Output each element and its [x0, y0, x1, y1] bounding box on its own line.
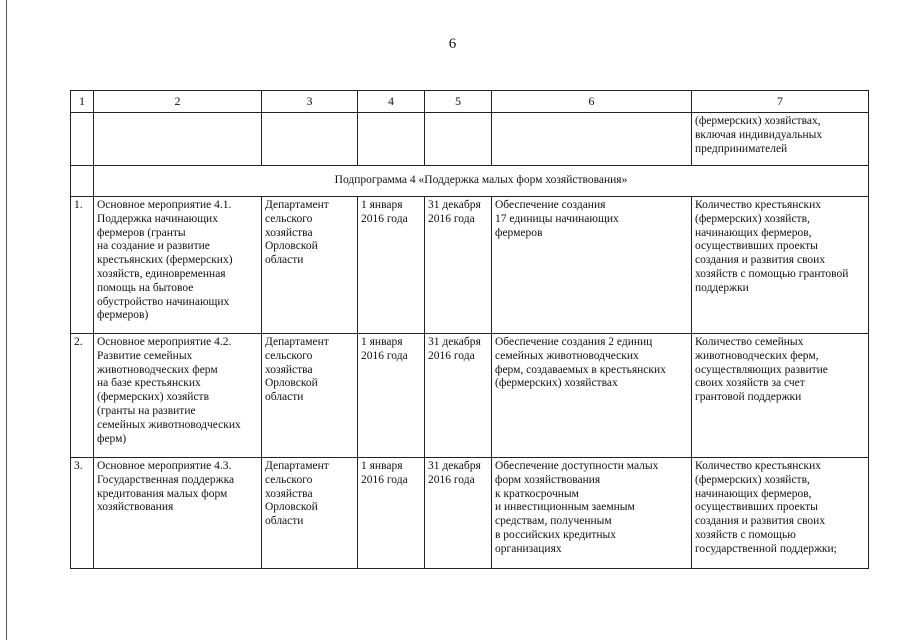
activity-cell: Основное мероприятие 4.3. Государственная поддержка кредитования малых форм хозяйствования: [94, 458, 262, 569]
indicator-cell: Количество крестьянских (фермерских) хозяйств, начинающих фермеров, осуществивших проекты создания и развития своих хозяйств с помощью государственной поддержки;: [692, 458, 869, 569]
row-number: 3.: [71, 458, 94, 569]
header-cell: 5: [425, 91, 492, 113]
activity-cell: Основное мероприятие 4.2. Развитие семейных животноводческих ферм на базе крестьянских (фермерских) хозяйств (гранты на развитие семейных животноводческих ферм): [94, 334, 262, 458]
result-cell: Обеспечение создания 2 единиц семейных животноводческих ферм, создаваемых в крестьянских (фермерских) хозяйствах: [492, 334, 692, 458]
empty-cell: [71, 113, 94, 166]
end-date-cell: 31 декабря 2016 года: [425, 197, 492, 334]
table-row: [71, 197, 869, 334]
row-number: 2.: [71, 334, 94, 458]
header-cell: 1: [71, 91, 94, 113]
empty-cell: [425, 113, 492, 166]
result-cell: Обеспечение доступности малых форм хозяйствования к краткосрочным и инвестиционным заемным средствам, полученным в российских кредитных организациях: [492, 458, 692, 569]
empty-cell: [492, 113, 692, 166]
row-number: 1.: [71, 197, 94, 334]
table-row: [71, 458, 869, 569]
subprogram-row: [71, 166, 869, 197]
end-date-cell: 31 декабря 2016 года: [425, 458, 492, 569]
end-date-cell: 31 декабря 2016 года: [425, 334, 492, 458]
executor-cell: Департамент сельского хозяйства Орловской области: [262, 458, 358, 569]
result-cell: Обеспечение создания 17 единицы начинающих фермеров: [492, 197, 692, 334]
empty-cell: [71, 166, 94, 197]
continuation-row: [71, 113, 869, 166]
executor-cell: Департамент сельского хозяйства Орловской области: [262, 334, 358, 458]
subprogram-title: Подпрограмма 4 «Поддержка малых форм хозяйствования»: [94, 166, 869, 197]
indicator-cell: Количество крестьянских (фермерских) хозяйств, начинающих фермеров, осуществивших проекты создания и развития своих хозяйств с помощью грантовой поддержки: [692, 197, 869, 334]
empty-cell: [94, 113, 262, 166]
start-date-cell: 1 января 2016 года: [358, 458, 425, 569]
start-date-cell: 1 января 2016 года: [358, 334, 425, 458]
continuation-indicator: (фермерских) хозяйствах, включая индивидуальных предпринимателей: [692, 113, 869, 166]
executor-cell: Департамент сельского хозяйства Орловской области: [262, 197, 358, 334]
table-row: [71, 334, 869, 458]
page-number: 6: [448, 36, 457, 52]
empty-cell: [358, 113, 425, 166]
page-edge-line: [6, 0, 7, 640]
header-cell: 6: [492, 91, 692, 113]
header-cell: 2: [94, 91, 262, 113]
activity-cell: Основное мероприятие 4.1. Поддержка начинающих фермеров (гранты на создание и развитие крестьянских (фермерских) хозяйств, единовременная помощь на бытовое обустройство начинающих фермеров): [94, 197, 262, 334]
header-cell: 4: [358, 91, 425, 113]
header-cell: 3: [262, 91, 358, 113]
header-cell: 7: [692, 91, 869, 113]
start-date-cell: 1 января 2016 года: [358, 197, 425, 334]
empty-cell: [262, 113, 358, 166]
indicator-cell: Количество семейных животноводческих ферм, осуществляющих развитие своих хозяйств за счет грантовой поддержки: [692, 334, 869, 458]
measures-table: [70, 90, 869, 569]
header-row: [71, 91, 869, 113]
